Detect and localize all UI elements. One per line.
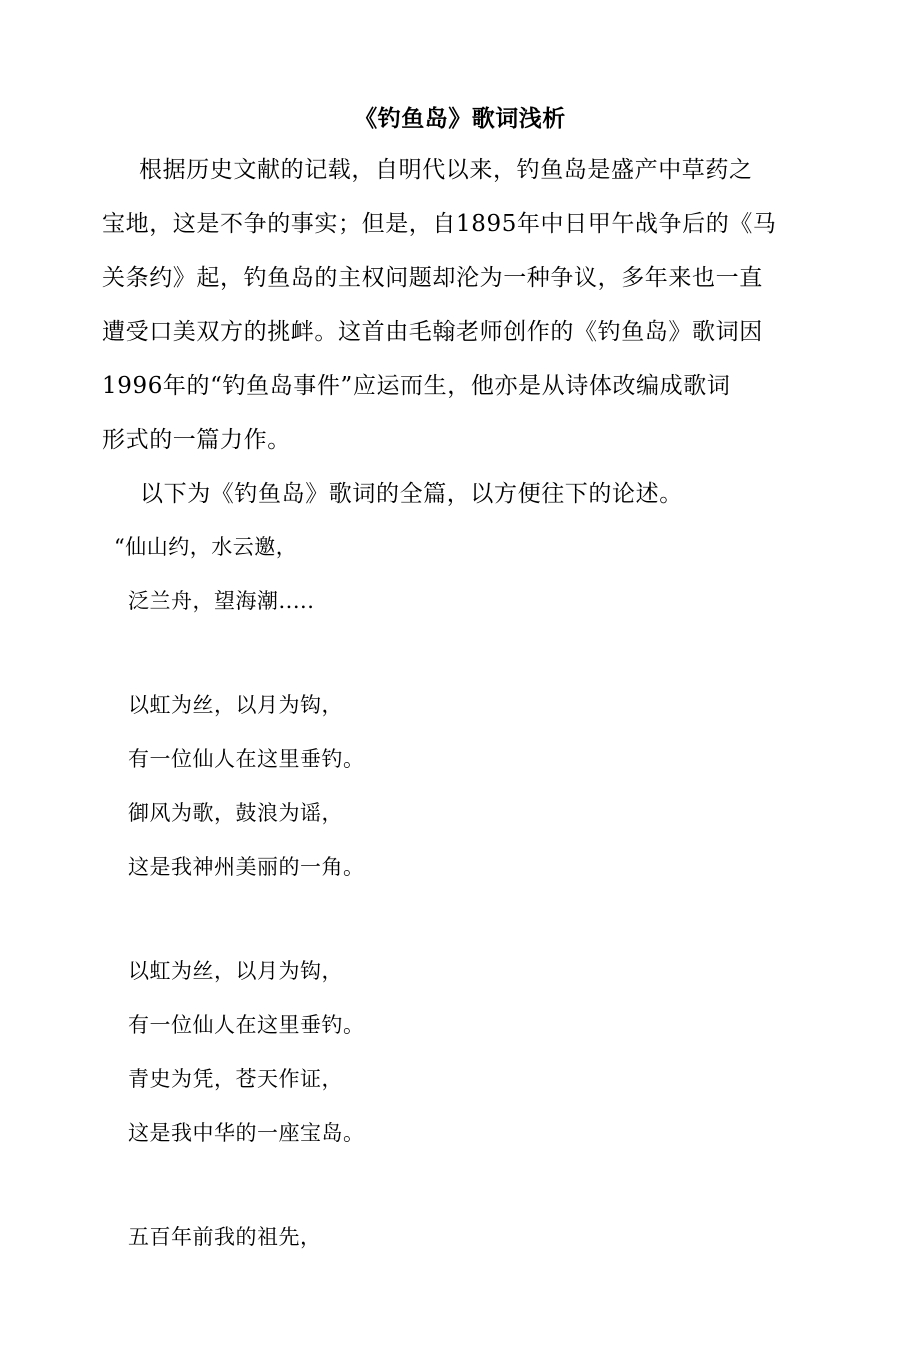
intro-line: 宝地，这是不争的事实；但是，自1895年中日甲午战争后的《马: [102, 211, 777, 237]
lyric-line: 泛兰舟，望海潮.....: [128, 589, 315, 613]
intro-line: 遭受口美双方的挑衅。这首由毛翰老师创作的《钓鱼岛》歌词因: [102, 319, 763, 345]
document-title: 《钓鱼岛》歌词浅析: [354, 105, 566, 132]
lyric-line: 有一位仙人在这里垂钓。: [128, 1013, 365, 1037]
lyric-line: 有一位仙人在这里垂钓。: [128, 747, 365, 771]
lyric-line: 以虹为丝，以月为钩，: [128, 693, 343, 717]
lyric-line: 御风为歌，鼓浪为谣，: [128, 801, 343, 825]
lyric-line: 五百年前我的祖先，: [128, 1225, 322, 1249]
lyric-line: 这是我神州美丽的一角。: [128, 855, 365, 879]
lyric-line: 青史为凭，苍天作证，: [128, 1067, 343, 1091]
intro-line: 形式的一篇力作。: [102, 427, 291, 453]
lyric-line: “仙山约，水云邀，: [114, 535, 298, 559]
lyric-line: 以虹为丝，以月为钩，: [128, 959, 343, 983]
intro-line: 关条约》起，钓鱼岛的主权问题却沦为一种争议，多年来也一直: [102, 265, 763, 291]
lyric-line: 这是我中华的一座宝岛。: [128, 1121, 365, 1145]
intro-line: 1996年的“钓鱼岛事件”应运而生，他亦是从诗体改编成歌词: [102, 373, 731, 399]
intro-paragraph: [102, 143, 792, 467]
intro-line: 根据历史文献的记载，自明代以来，钓鱼岛是盛产中草药之: [139, 157, 753, 183]
lead-line: 以下为《钓鱼岛》歌词的全篇，以方便往下的论述。: [140, 481, 683, 507]
lead-paragraph: [140, 467, 830, 521]
